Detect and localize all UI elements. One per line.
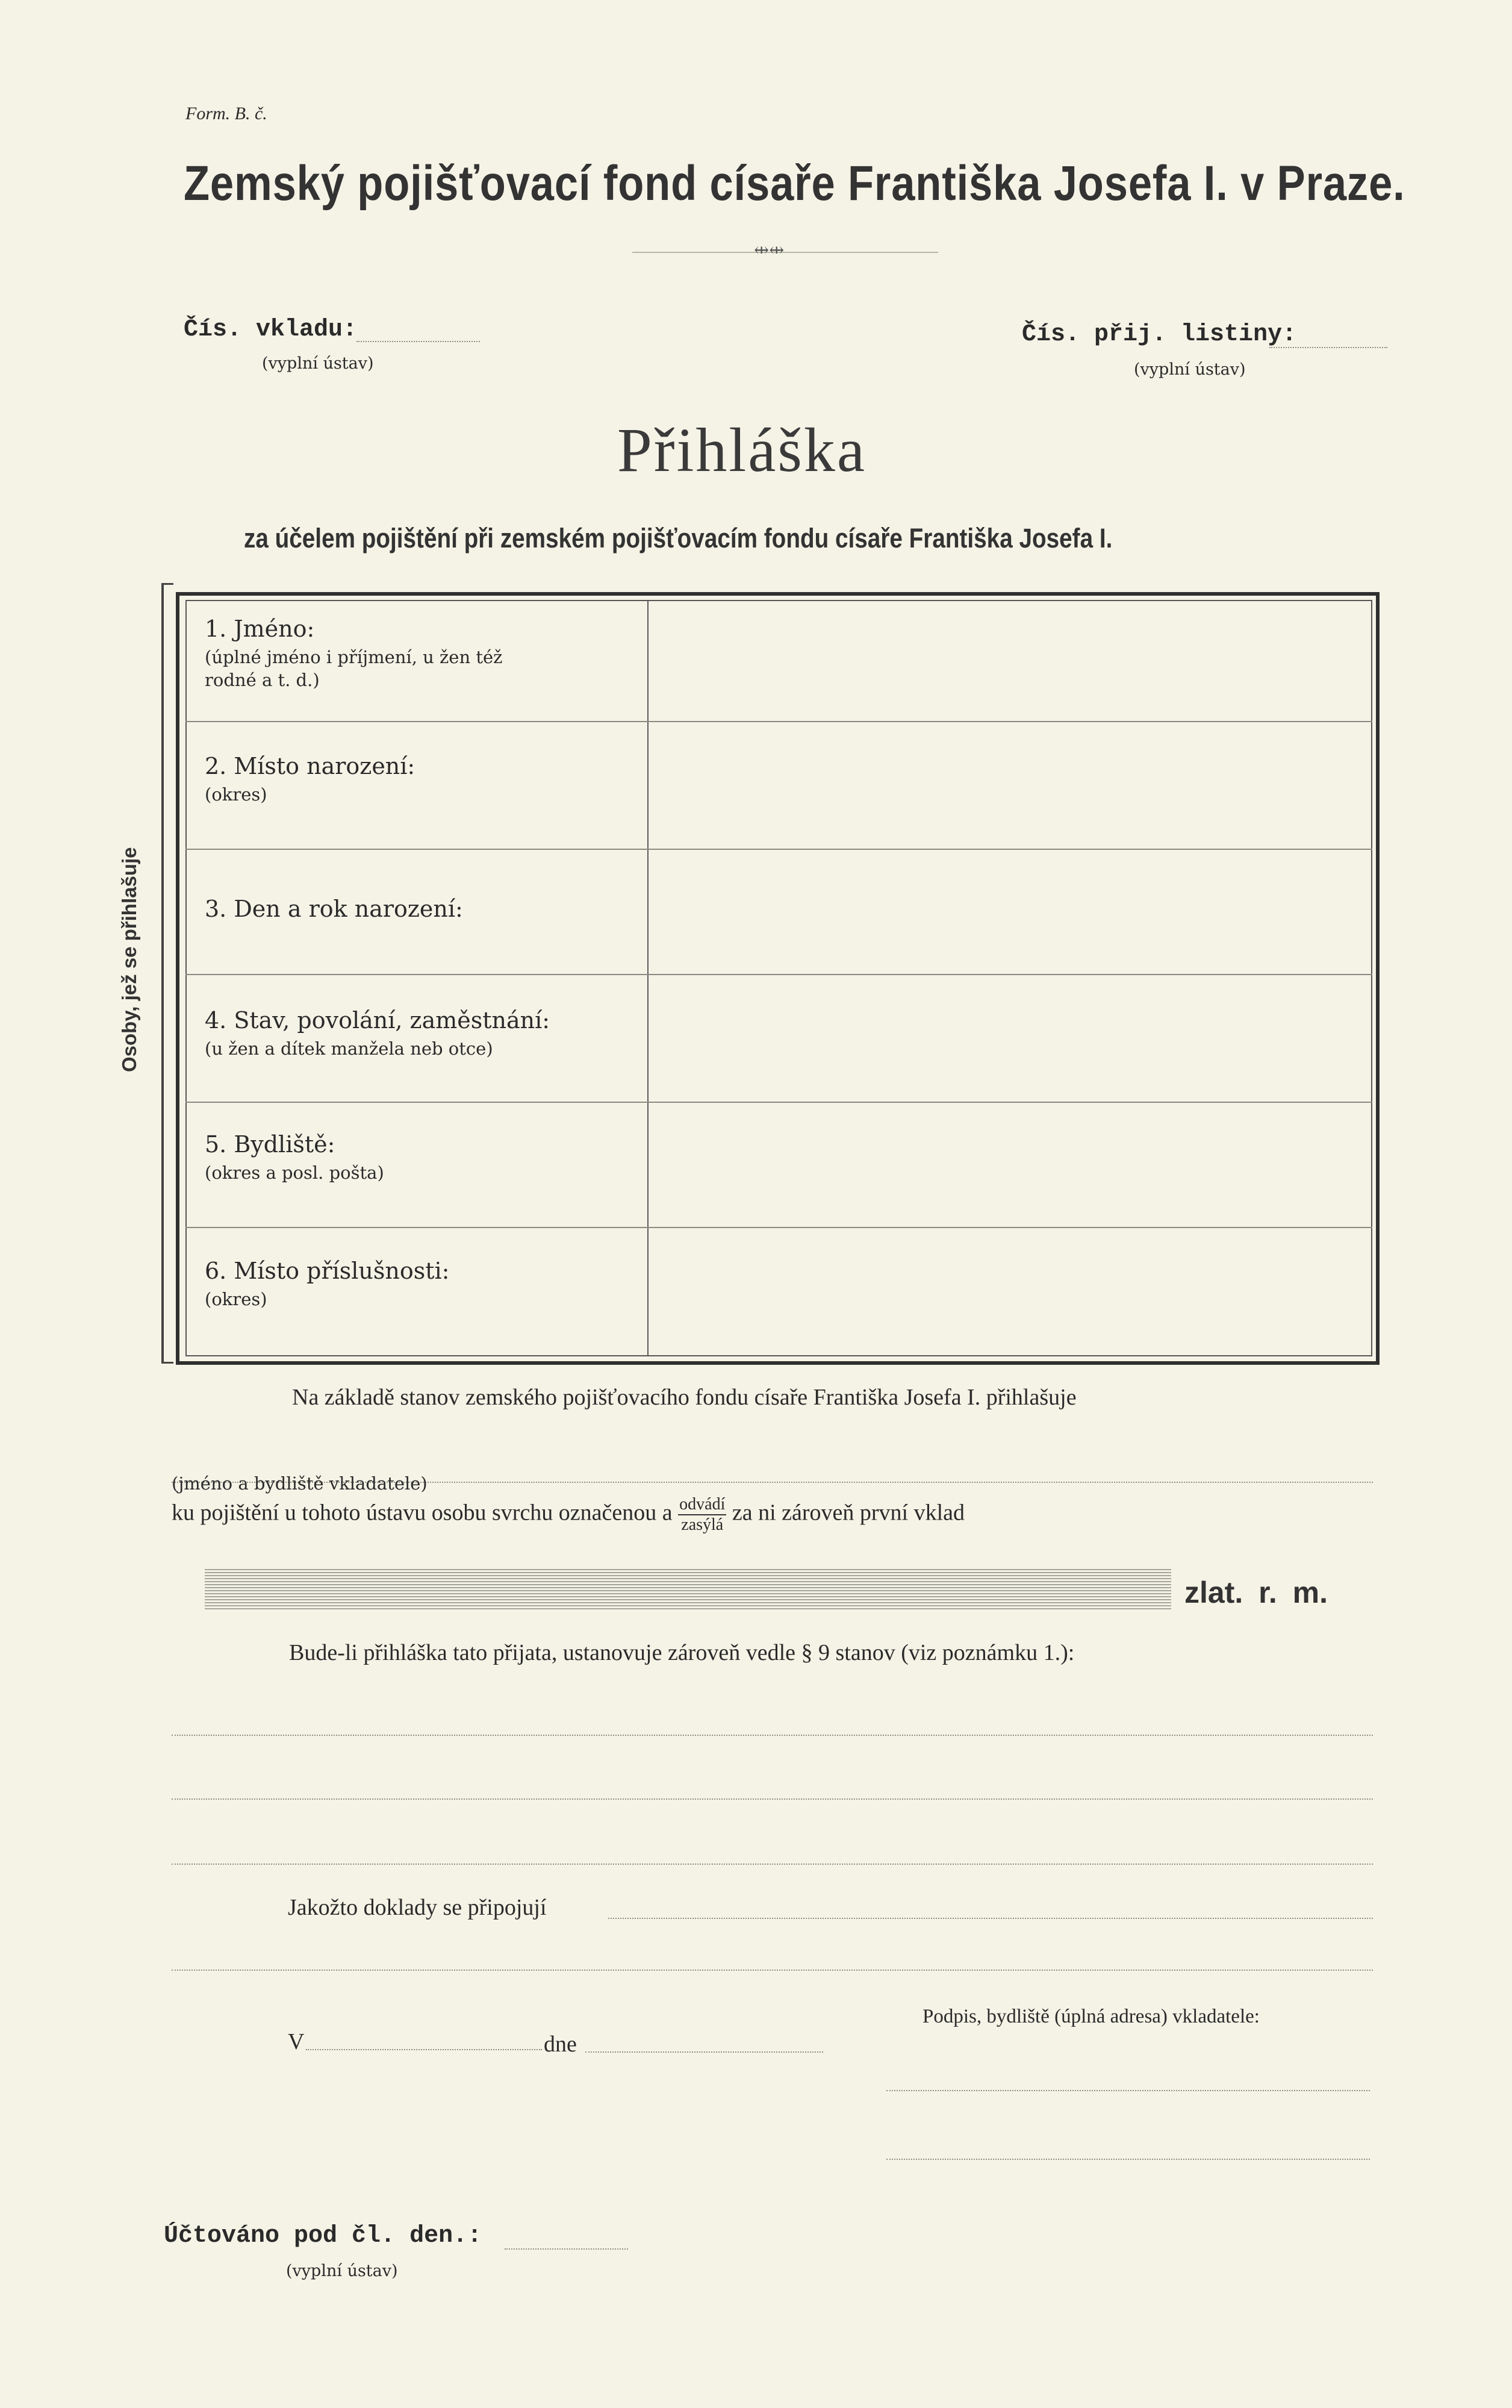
row-birthplace-value[interactable] (653, 724, 1367, 846)
fund-title: Zemský pojišťovací fond císaře Františka Josefa I. v Praze. (184, 156, 1405, 211)
beneficiary-line-1[interactable] (172, 1735, 1373, 1736)
fraction-bottom: zasýlá (681, 1515, 724, 1534)
row-birthplace-note: (okres) (205, 784, 267, 805)
documents-field[interactable] (608, 1918, 1373, 1919)
receipt-list-label: Čís. přij. listiny: (1022, 321, 1297, 348)
documents-text: Jakožto doklady se připojují (288, 1895, 547, 1920)
row-residence-value[interactable] (653, 1105, 1367, 1224)
row-domicile-label: 6. Místo příslušnosti: (205, 1258, 450, 1284)
row-birthdate-value[interactable] (653, 852, 1367, 971)
row-name-note: (úplné jméno i příjmení, u žen též (205, 647, 503, 667)
booked-note: (vyplní ústav) (286, 2262, 398, 2280)
row-name (205, 616, 502, 690)
deposit-number-field[interactable] (356, 341, 480, 342)
row-domicile (205, 1258, 449, 1309)
row-birthdate (205, 896, 463, 922)
receipt-list-note: (vyplní ústav) (1134, 360, 1246, 379)
row-name-label: 1. Jméno: (205, 616, 315, 642)
insurance-line-end: za ni zároveň první vklad (732, 1500, 965, 1526)
table-row-divider (185, 721, 1372, 722)
deposit-number-note: (vyplní ústav) (262, 354, 374, 373)
row-occupation (205, 1007, 550, 1059)
depositor-note: (jméno a bydliště vkladatele) (172, 1473, 428, 1494)
side-label: Osoby, jež se přihlašuje (118, 847, 140, 1072)
declaration-text: Na základě stanov zemského pojišťovacího fondu císaře Františka Josefa I. přihlašuje (292, 1385, 1077, 1410)
page-subtitle: za účelem pojištění při zemském pojišťovacím fondu císaře Františka Josefa I. (244, 523, 1113, 554)
booked-label: Účtováno pod čl. den.: (164, 2222, 482, 2250)
signature-label: Podpis, bydliště (úplná adresa) vkladatele: (922, 2006, 1260, 2027)
booked-field[interactable] (505, 2248, 628, 2250)
row-domicile-value[interactable] (653, 1230, 1367, 1353)
beneficiary-line-3[interactable] (172, 1864, 1373, 1865)
documents-line-2[interactable] (172, 1970, 1373, 1971)
form-number: Form. B. č. (185, 104, 267, 123)
row-domicile-note: (okres) (205, 1289, 267, 1309)
deposit-number-label: Čís. vkladu: (184, 316, 358, 343)
table-row-divider (185, 1102, 1372, 1103)
ornament-divider (632, 252, 938, 253)
ornament-icon: ⇹⇹ (754, 240, 785, 261)
row-occupation-label: 4. Stav, povolání, zaměstnání: (205, 1007, 550, 1034)
table-row-divider (185, 974, 1372, 975)
fraction-top: odvádí (678, 1495, 726, 1515)
signature-line-2[interactable] (886, 2159, 1370, 2160)
row-birthdate-label: 3. Den a rok narození: (205, 896, 463, 922)
row-residence-label: 5. Bydliště: (205, 1131, 335, 1158)
signature-line-1[interactable] (886, 2090, 1370, 2091)
acceptance-text: Bude-li přihláška tato přijata, ustanovuje zároveň vedle § 9 stanov (viz poznámku 1.): (289, 1640, 1075, 1665)
row-birthplace-label: 2. Místo narození: (205, 753, 415, 779)
insurance-line-start: ku pojištění u tohoto ústavu osobu svrchu označenou a (172, 1500, 673, 1526)
amount-field[interactable] (205, 1569, 1171, 1611)
row-birthplace (205, 753, 415, 805)
place-prefix: V (288, 2029, 305, 2054)
receipt-list-field[interactable] (1269, 347, 1387, 348)
row-residence (205, 1131, 384, 1183)
currency-label: zlat. r. m. (1184, 1576, 1328, 1609)
row-residence-note: (okres a posl. pošta) (205, 1162, 384, 1183)
deposit-method-fraction (678, 1495, 726, 1535)
row-occupation-note: (u žen a dítek manžela neb otce) (205, 1038, 493, 1059)
beneficiary-line-2[interactable] (172, 1798, 1373, 1800)
side-bracket (161, 583, 173, 1364)
place-field[interactable] (306, 2049, 542, 2050)
row-occupation-value[interactable] (653, 977, 1367, 1099)
date-label: dne (544, 2032, 577, 2057)
table-column-divider (647, 601, 649, 1355)
table-row-divider (185, 849, 1372, 850)
row-name-value[interactable] (653, 604, 1367, 718)
page-title: Přihláška (617, 416, 867, 485)
table-row-divider (185, 1227, 1372, 1228)
row-name-note-2: rodné a t. d.) (205, 670, 320, 690)
date-field[interactable] (585, 2051, 823, 2053)
insurance-line (172, 1495, 965, 1535)
